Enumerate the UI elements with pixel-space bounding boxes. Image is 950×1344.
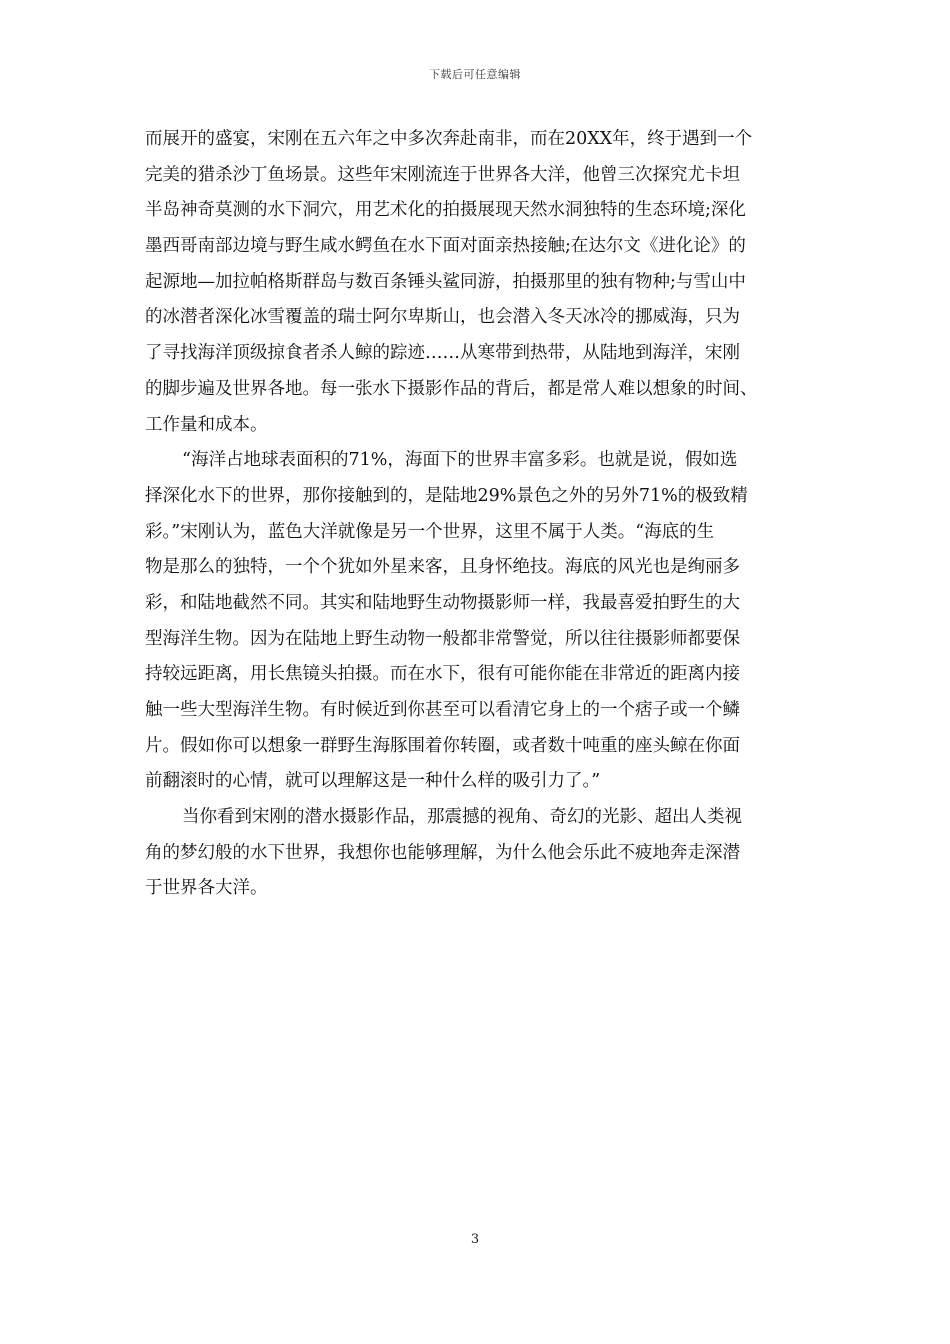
paragraph-1 xyxy=(145,122,807,443)
text-line: 于世界各大洋。 xyxy=(145,878,268,899)
text-line: 彩。”宋刚认为，蓝色大洋就像是另一个世界，这里不属于人类。“海底的生 xyxy=(145,521,715,542)
text-line: 完美的猎杀沙丁鱼场景。这些年宋刚流连于世界各大洋，他曾三次探究尤卡坦 xyxy=(145,164,740,185)
paragraph-2 xyxy=(145,443,807,800)
text-line: 了寻找海洋顶级掠食者杀人鲸的踪迹……从寒带到热带，从陆地到海洋，宋刚 xyxy=(145,343,740,364)
text-line: 的冰潜者深化冰雪覆盖的瑞士阿尔卑斯山，也会潜入冬天冰冷的挪威海，只为 xyxy=(145,307,740,328)
text-line: 前翻滚时的心情，就可以理解这是一种什么样的吸引力了。” xyxy=(145,771,601,792)
document-body xyxy=(145,122,807,907)
text-line: 片。假如你可以想象一群野生海豚围着你转圈，或者数十吨重的座头鲸在你面 xyxy=(145,735,740,756)
text-line: 彩，和陆地截然不同。其实和陆地野生动物摄影师一样，我最喜爱拍野生的大 xyxy=(145,592,740,613)
text-line: 墨西哥南部边境与野生咸水鳄鱼在水下面对面亲热接触;在达尔文《进化论》的 xyxy=(145,236,746,257)
text-line: 工作量和成本。 xyxy=(145,414,268,435)
text-line: 而展开的盛宴，宋刚在五六年之中多次奔赴南非，而在20XX年，终于遇到一个 xyxy=(145,129,753,149)
text-line: 的脚步遍及世界各地。每一张水下摄影作品的背后，都是常人难以想象的时间、 xyxy=(145,378,758,399)
text-line: 物是那么的独特，一个个犹如外星来客，且身怀绝技。海底的风光也是绚丽多 xyxy=(145,557,740,578)
text-line: 当你看到宋刚的潜水摄影作品，那震撼的视角、奇幻的光影、超出人类视 xyxy=(182,807,742,828)
paragraph-3 xyxy=(145,800,807,907)
text-line: 择深化水下的世界，那你接触到的，是陆地29%景色之外的另外71%的极致精 xyxy=(145,485,748,506)
page-header: 下载后可任意编辑 xyxy=(429,68,521,81)
text-line: 角的梦幻般的水下世界，我想你也能够理解，为什么他会乐此不疲地奔走深潜 xyxy=(145,842,740,863)
text-line: “海洋占地球表面积的71%，海面下的世界丰富多彩。也就是说，假如选 xyxy=(182,450,738,471)
text-line: 持较远距离，用长焦镜头拍摄。而在水下，很有可能你能在非常近的距离内接 xyxy=(145,664,740,685)
text-line: 起源地—加拉帕格斯群岛与数百条锤头鲨同游，拍摄那里的独有物种;与雪山中 xyxy=(145,271,746,292)
page-number: 3 xyxy=(470,1232,480,1247)
text-line: 触一些大型海洋生物。有时候近到你甚至可以看清它身上的一个痞子或一个鳞 xyxy=(145,700,740,720)
text-line: 型海洋生物。因为在陆地上野生动物一般都非常警觉，所以往往摄影师都要保 xyxy=(145,628,740,649)
text-line: 半岛神奇莫测的水下洞穴，用艺术化的拍摄展现天然水洞独特的生态环境;深化 xyxy=(145,200,746,221)
